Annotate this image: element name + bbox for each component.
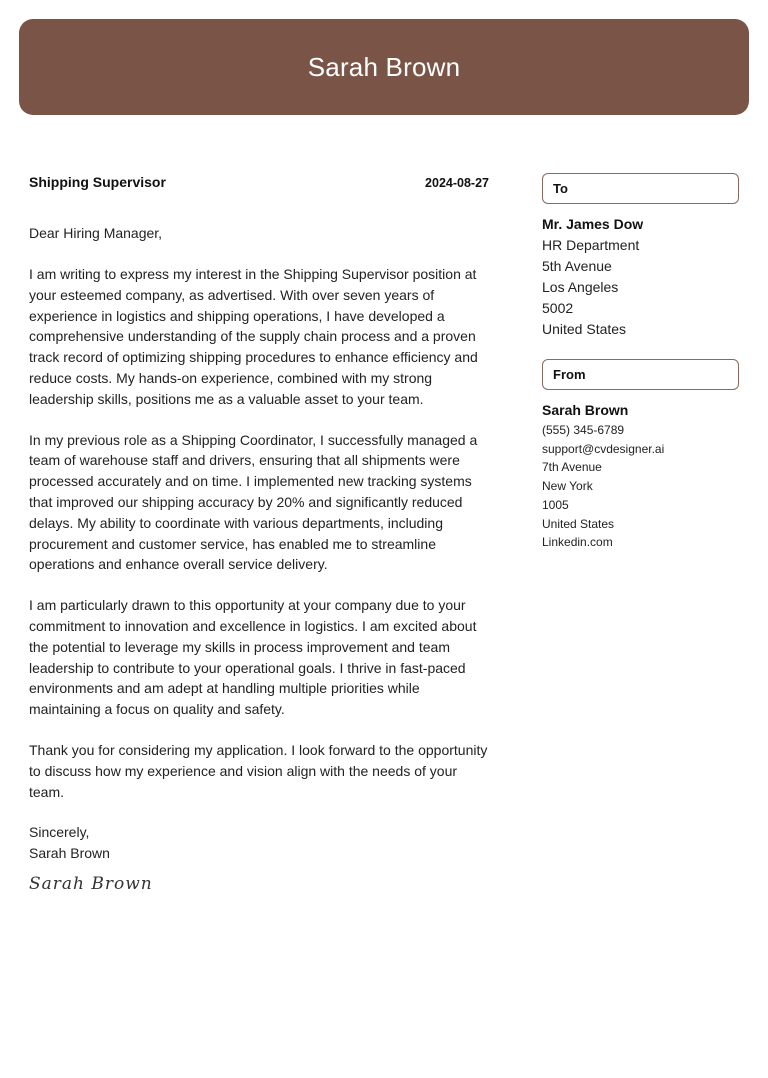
paragraph-4: Thank you for considering my application. I look forward to the opportunity to discuss how my experience and vision align with the needs of your team.: [29, 741, 488, 800]
recipient-department: HR Department: [542, 237, 640, 253]
letter-date: 2024-08-27: [425, 176, 489, 190]
recipient-name: Mr. James Dow: [542, 216, 644, 232]
recipient-country: United States: [542, 321, 627, 337]
sender-city: New York: [542, 479, 593, 494]
paragraph-2: In my previous role as a Shipping Coordinator, I successfully managed a team of warehouse staff and drivers, ensuring that all shipments were processed accurately and on time. I implemented new tracking systems that improved our shipping accuracy by 20% and significantly reduced delays. My ability to coordinate with various departments, including procurement and customer service, has enabled me to streamline operations and enhance overall service delivery.: [29, 431, 478, 573]
sender-street: 7th Avenue: [542, 460, 602, 475]
to-label: To: [553, 181, 568, 196]
header-name: Sarah Brown: [307, 51, 461, 82]
closing-block: [29, 822, 489, 864]
from-label-box: [542, 359, 739, 390]
paragraph-1: I am writing to express my interest in the Shipping Supervisor position at your esteemed company, as advertised. With over seven years of experience in logistics and shipping operations, I have developed a comprehensive understanding of the supply chain process and a proven track record of optimizing shipping procedures to enhance efficiency and reduce costs. My hands-on experience, combined with my strong leadership skills, positions me as a valuable asset to your team.: [29, 266, 478, 407]
letter-body: [29, 174, 489, 894]
to-label-box: [542, 173, 739, 204]
title-row: [29, 174, 489, 190]
recipient-city: Los Angeles: [542, 279, 619, 295]
sender-block: [542, 400, 739, 552]
from-label: From: [553, 367, 586, 382]
closing: Sincerely,: [29, 824, 90, 841]
sender-email: support@cvdesigner.ai: [542, 441, 665, 456]
sender-zip: 1005: [542, 497, 569, 512]
recipient-block: [542, 214, 739, 340]
sidebar: [542, 173, 739, 552]
recipient-zip: 5002: [542, 300, 574, 316]
sender-name: Sarah Brown: [542, 402, 629, 418]
header-banner: [19, 19, 749, 115]
paragraph-3: I am particularly drawn to this opportunity at your company due to your commitment to innovation and excellence in logistics. I am excited about the potential to leverage my skills in process improvement and team leadership to contribute to your operational goals. I thrive in fast-paced environments and am adept at handling multiple priorities while maintaining a focus on quality and safety.: [29, 597, 477, 718]
sender-country: United States: [542, 516, 615, 531]
signature: Sarah Brown: [29, 874, 153, 895]
salutation: Dear Hiring Manager,: [29, 225, 163, 241]
sender-website: Linkedin.com: [542, 535, 613, 550]
job-title: Shipping Supervisor: [29, 174, 166, 190]
recipient-street: 5th Avenue: [542, 258, 612, 274]
closing-name: Sarah Brown: [29, 845, 110, 862]
sender-phone: (555) 345-6789: [542, 423, 625, 437]
